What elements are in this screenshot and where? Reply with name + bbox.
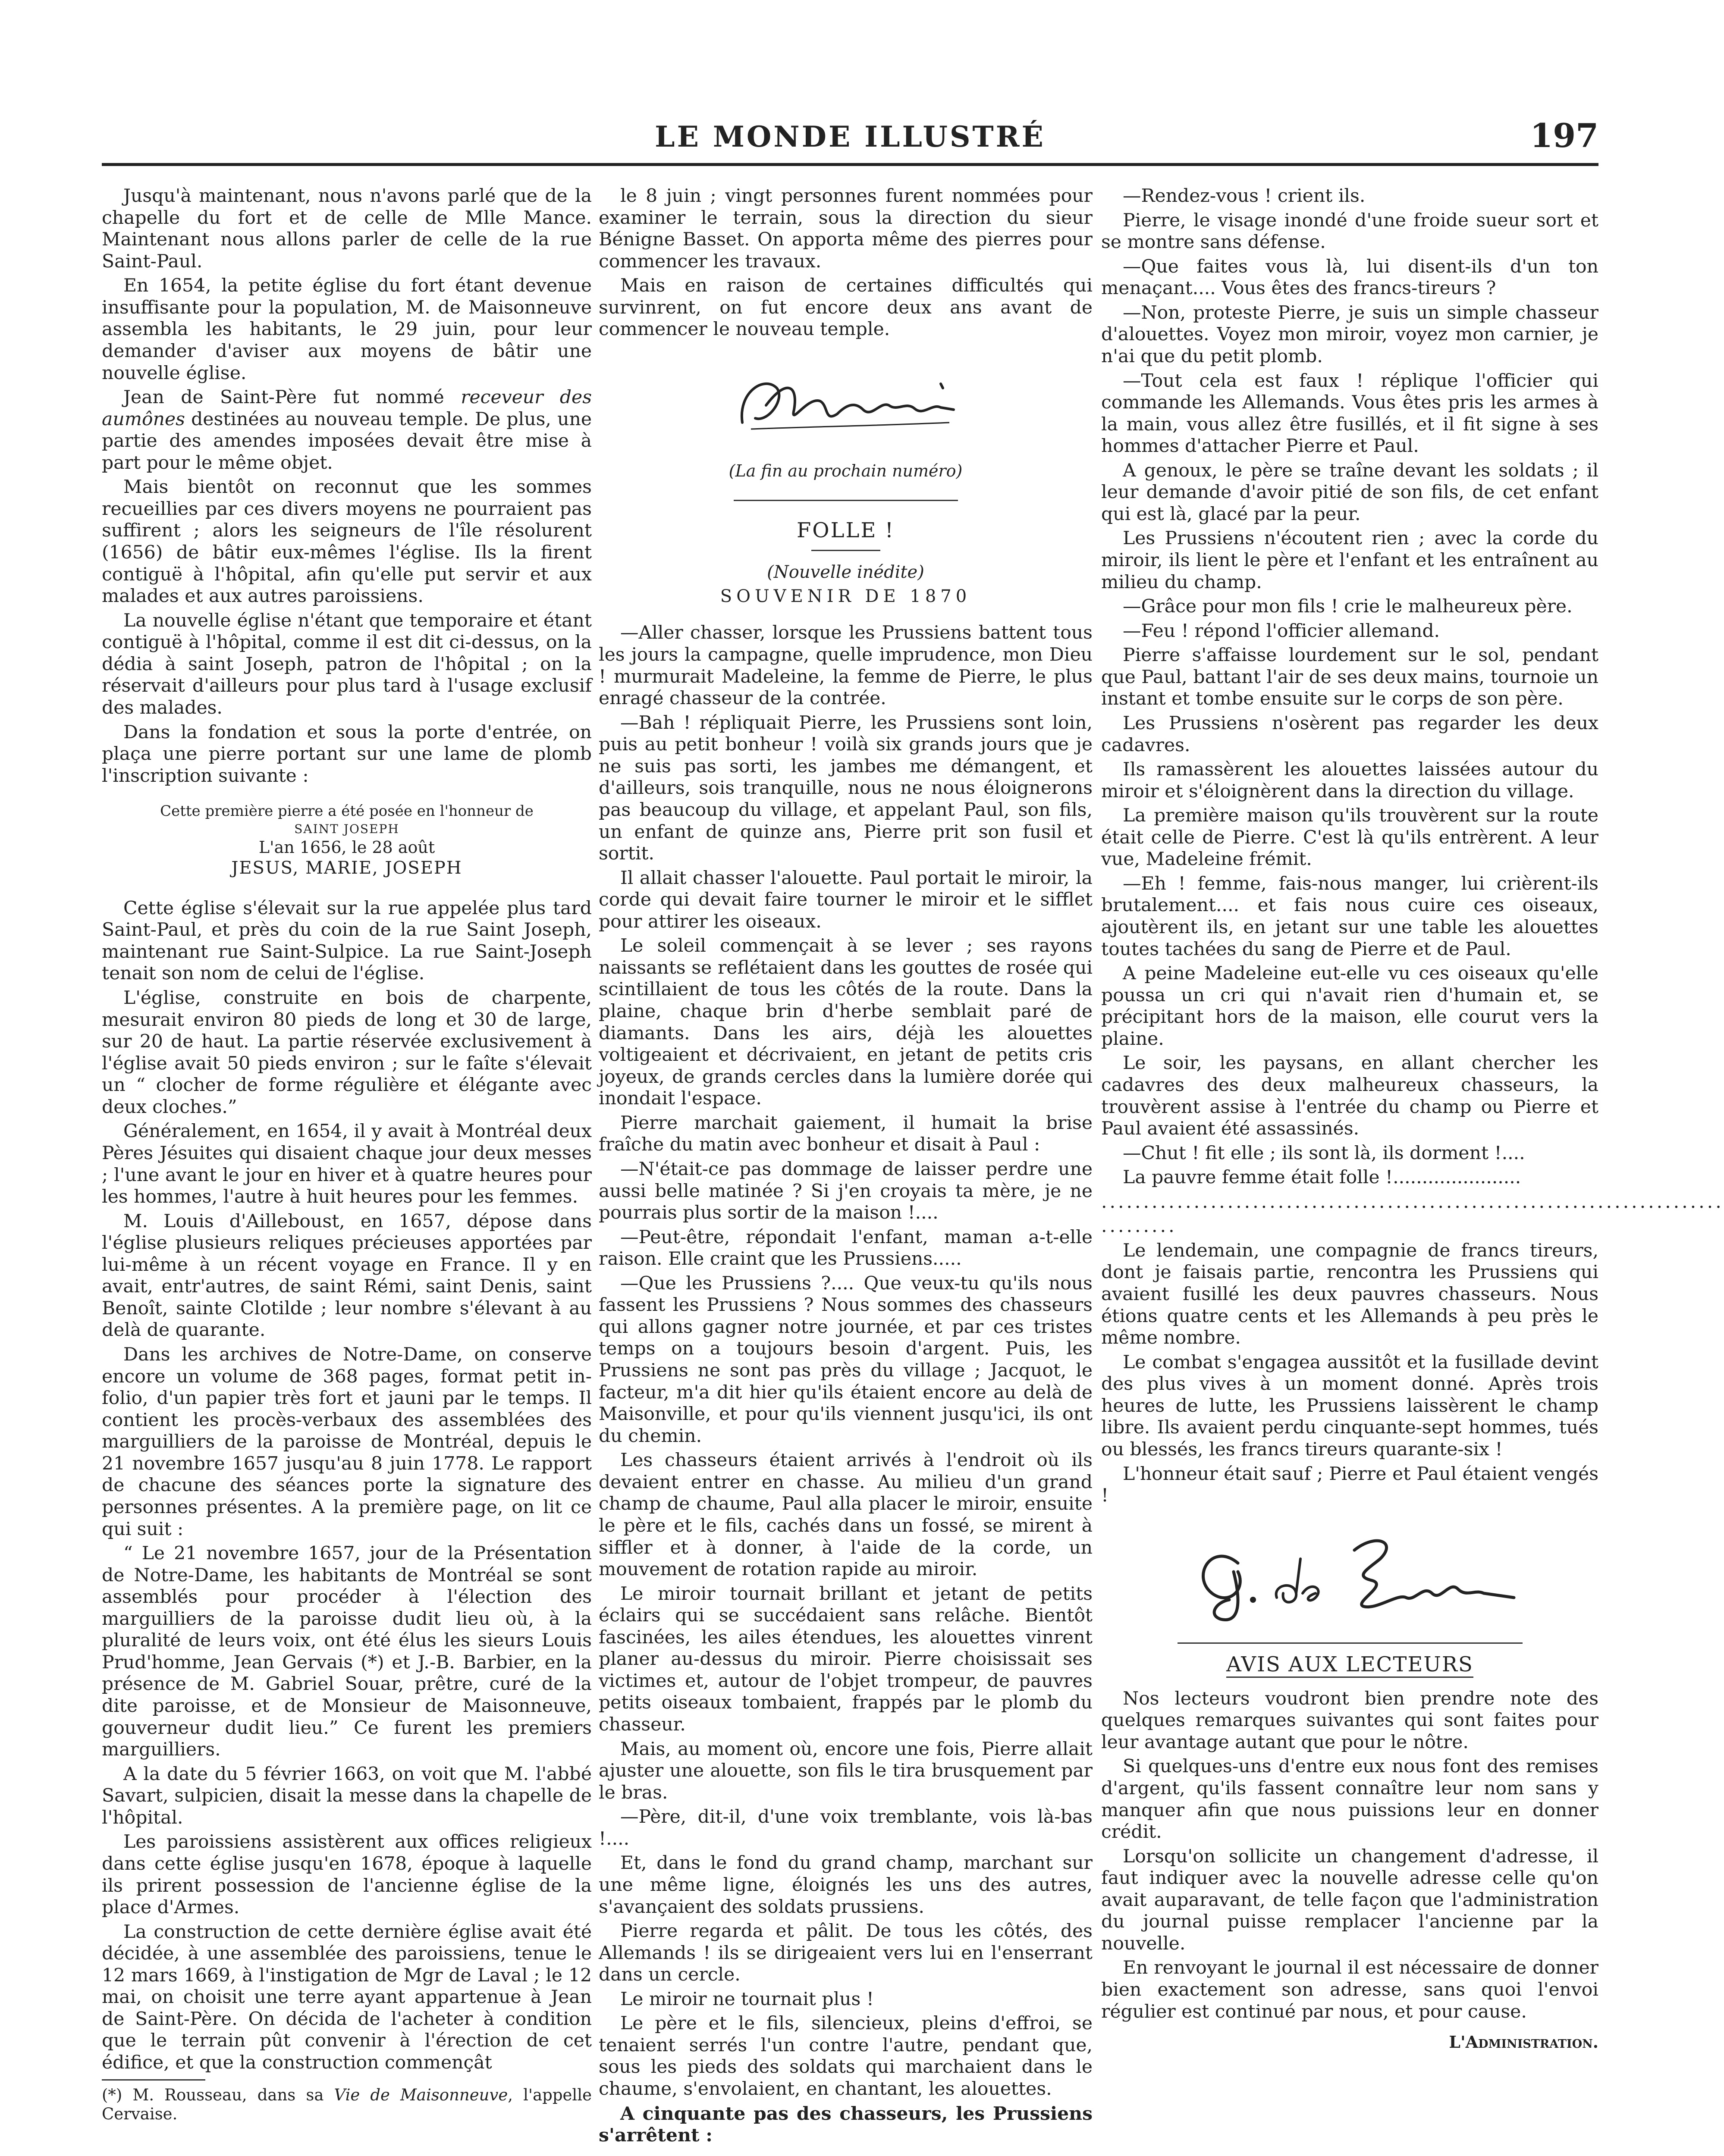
- handwritten-signature: [1173, 1524, 1527, 1628]
- paragraph: A genoux, le père se traîne devant les soldats ; il leur demande d'avoir pitié de son fils, de cet enfant qui est là, glacé par la peur.: [1101, 460, 1598, 525]
- emphasis: receveur des aumônes: [102, 387, 592, 430]
- paragraph: [102, 387, 592, 474]
- paragraph: La pauvre femme était folle !......................: [1123, 1167, 1521, 1188]
- paragraph: Et, dans le fond du grand champ, marchant sur une même ligne, éloignés les uns des autres, s'avançaient des soldats prussiens.: [599, 1852, 1093, 1918]
- footnote: [102, 2086, 592, 2124]
- inscription-line: SAINT JOSEPH: [294, 821, 399, 836]
- paragraph: Il allait chasser l'alouette. Paul portait le miroir, la corde qui devait faire tourner le miroir et le sifflet pour attirer les oiseaux.: [599, 867, 1093, 932]
- paragraph: Les Prussiens n'osèrent pas regarder les deux cadavres.: [1101, 712, 1598, 756]
- paragraph: Le lendemain, une compagnie de francs tireurs, dont je faisais partie, rencontra les Prussiens qui avaient fusillé les deux pauvres chasseurs. Nous étions quatre cents et les Allemands à peu près le même nombre.: [1101, 1240, 1598, 1349]
- masthead: [102, 116, 1598, 155]
- inscription-line: L'an 1656, le 28 août: [258, 837, 435, 857]
- inscription: [102, 802, 592, 879]
- column-3: [1101, 185, 1724, 2156]
- story-title: FOLLE !: [797, 518, 895, 543]
- paragraph: —Aller chasser, lorsque les Prussiens battent tous les jours la campagne, quelle imprudence, mon Dieu ! murmurait Madeleine, la femme de Pierre, le plus enragé chasseur de la contrée.: [599, 622, 1093, 709]
- text-run: , l'appelle Cervaise.: [102, 2085, 592, 2123]
- paragraph: —N'était-ce pas dommage de laisser perdre une aussi belle matinée ? Si j'en croyais ta mère, je ne pourrais plus sortir de la maison !....: [599, 1158, 1093, 1224]
- paragraph: Pierre s'affaisse lourdement sur le sol, pendant que Paul, battant l'air de ses deux mains, tournoie un instant et tombe ensuite sur le corps de son père.: [1101, 645, 1598, 710]
- paragraph: Les paroissiens assistèrent aux offices religieux dans cette église jusqu'en 1678, époque à laquelle ils prirent possession de l'ancienne église de la place d'Armes.: [102, 1831, 592, 1918]
- paragraph: Pierre regarda et pâlit. De tous les côtés, des Allemands ! ils se dirigeaient vers lui en l'enserrant dans un cercle.: [599, 1921, 1093, 1986]
- continuation-note: (La fin au prochain numéro): [729, 461, 963, 480]
- paragraph: Le combat s'engagea aussitôt et la fusillade devint des plus vives à un moment donné. Après trois heures de lutte, les Prussiens laissèrent le champ libre. Ils avaient perdu cinquante-sept hommes, tués ou blessés, les francs tireurs quarante-six !: [1101, 1351, 1598, 1460]
- paragraph: Le soir, les paysans, en allant chercher les cadavres des deux malheureux chasseurs, la trouvèrent assise à l'entrée du champ ou Pierre et Paul avaient été assassinés.: [1101, 1053, 1598, 1140]
- paragraph: —Père, dit-il, d'une voix tremblante, vois là-bas !....: [599, 1806, 1093, 1849]
- page-number: 197: [1530, 116, 1598, 155]
- paragraph: Mais en raison de certaines difficultés qui survinrent, on fut encore deux ans avant de commencer le nouveau temple.: [599, 275, 1093, 340]
- masthead-rule: [102, 163, 1598, 166]
- paragraph: Généralement, en 1654, il y avait à Montréal deux Pères Jésuites qui disaient chaque jour deux messes ; l'une avant le jour en hiver et à quatre heures pour les hommes, l'autre à huit heures pour les femmes.: [102, 1121, 592, 1208]
- paragraph: Si quelques-uns d'entre eux nous font des remises d'argent, qu'ils fassent connaître leur nom sans y manquer afin que nous puissions leur en donner crédit.: [1101, 1756, 1598, 1843]
- paragraph: Le miroir tournait brillant et jetant de petits éclairs qui se succédaient sans relâche. Bientôt fascinées, les ailes étendues, les alouettes vinrent planer au-dessus du miroir. Pierre choisissait ses victimes et, autour de l'objet trompeur, de pauvres petits oiseaux tombaient, frappés par le plomb du chasseur.: [599, 1583, 1093, 1736]
- paragraph: —Tout cela est faux ! réplique l'officier qui commande les Allemands. Vous êtes pris les armes à la main, vous allez être fusillés, et il fit signe à ses hommes d'attacher Pierre et Paul.: [1101, 370, 1598, 457]
- paragraph: Mais, au moment où, encore une fois, Pierre allait ajuster une alouette, son fils le tira brusquement par le bras.: [599, 1738, 1093, 1803]
- paragraph: —Peut-être, répondait l'enfant, maman a-t-elle raison. Elle craint que les Prussiens.....: [599, 1226, 1093, 1270]
- notice-title-text: AVIS AUX LECTEURS: [1226, 1652, 1473, 1678]
- footnote-rule: [102, 2079, 205, 2081]
- paragraph: Le miroir ne tournait plus !: [620, 1988, 874, 2010]
- paragraph: Le père et le fils, silencieux, pleins d'effroi, se tenaient serrés l'un contre l'autre, pendant que, sous les pieds des soldats qui marchaient dans le chaume, s'envolaient, en chantant, les alouettes.: [599, 2013, 1093, 2100]
- handwritten-signature: [725, 358, 967, 448]
- paragraph: Lorsqu'on sollicite un changement d'adresse, il faut indiquer avec la nouvelle adresse celle qu'on avait auparavant, de telle façon que l'administration du journal puisse remplacer l'ancienne par la nouvelle.: [1101, 1846, 1598, 1954]
- paragraph: Jusqu'à maintenant, nous n'avons parlé que de la chapelle du fort et de celle de Mlle Mance. Maintenant nous allons parler de celle de la rue Saint-Paul.: [102, 185, 592, 272]
- inscription-line: JESUS, MARIE, JOSEPH: [231, 858, 462, 878]
- ellipsis-line: .........: [1101, 1216, 1177, 1237]
- paragraph: A peine Madeleine eut-elle vu ces oiseaux qu'elle poussa un cri qui n'avait rien d'humain et, se précipitant hors de la maison, elle courut vers la plaine.: [1101, 963, 1598, 1050]
- paragraph: Cette église s'élevait sur la rue appelée plus tard Saint-Paul, et près du coin de la rue Saint Joseph, maintenant rue Saint-Sulpice. La rue Saint-Joseph tenait son nom de celui de l'église.: [102, 897, 592, 984]
- paragraph: le 8 juin ; vingt personnes furent nommées pour examiner le terrain, sous la direction du sieur Bénigne Basset. On apporta même des pierres pour commencer les travaux.: [599, 185, 1093, 272]
- paragraph: Ils ramassèrent les alouettes laissées autour du miroir et s'éloignèrent dans la direction du village.: [1101, 759, 1598, 802]
- text-run: destinées au nouveau temple. De plus, une partie des amendes imposées devait être mise à part pour le même objet.: [102, 408, 592, 473]
- paragraph: Dans la fondation et sous la porte d'entrée, on plaça une pierre portant sur une lame de plomb l'inscription suivante :: [102, 721, 592, 787]
- paragraph: Pierre, le visage inondé d'une froide sueur sort et se montre sans défense.: [1101, 210, 1598, 253]
- signature-lorde: [1101, 1524, 1598, 1632]
- paragraph: —Non, proteste Pierre, je suis un simple chasseur d'alouettes. Voyez mon miroir, voyez mon carnier, je n'ai que du petit plomb.: [1101, 302, 1598, 367]
- title-divider: [811, 550, 880, 551]
- paragraph: Nos lecteurs voudront bien prendre note des quelques remarques suivantes qui sont faites pour leur avantage autant que pour le nôtre.: [1101, 1688, 1598, 1753]
- paragraph: Les chasseurs étaient arrivés à l'endroit où ils devaient entrer en chasse. Au milieu d'un grand champ de chaume, Paul alla placer le miroir, ensuite le père et le fils, cachés dans un fossé, se mirent à siffler et à donner, à l'aide de la corde, un mouvement de rotation rapide au miroir.: [599, 1450, 1093, 1580]
- administration-signature: L'Administration.: [1449, 2032, 1598, 2052]
- paragraph: “ Le 21 novembre 1657, jour de la Présentation de Notre-Dame, les habitants de Montréal se sont assemblés pour procéder à l'élection des marguilliers de la paroisse dudit lieu où, à la pluralité de leurs voix, ont été élus les sieurs Louis Prud'homme, Jean Gervais (*) et J.-B. Barbier, en la présence de M. Gabriel Souar, prêtre, curé de la dite paroisse, et de Monsieur de Maisonneuve, gouverneur dudit lieu.” Ce furent les premiers marguilliers.: [102, 1543, 592, 1761]
- paragraph: Les Prussiens n'écoutent rien ; avec la corde du miroir, ils lient le père et l'enfant et les entraînent au milieu du champ.: [1101, 528, 1598, 593]
- column-1: [102, 185, 592, 2156]
- paragraph: —Chut ! fit elle ; ils sont là, ils dorment !....: [1123, 1142, 1525, 1164]
- paragraph: —Bah ! répliquait Pierre, les Prussiens sont loin, puis au petit bonheur ! voilà six grands jours que je ne suis pas sorti, les jambes me démangent, et d'ailleurs, sois tranquille, nous ne nous éloignerons pas beaucoup du village, et appelant Paul, son fils, un enfant de quinze ans, Pierre prit son fusil et sortit.: [599, 712, 1093, 865]
- paragraph: L'honneur était sauf ; Pierre et Paul étaient vengés !: [1101, 1463, 1598, 1507]
- paragraph: En renvoyant le journal il est nécessaire de donner bien exactement son adresse, sans quoi l'envoi régulier est continué par nous, et pour cause.: [1101, 1957, 1598, 2022]
- paragraph: En 1654, la petite église du fort étant devenue insuffisante pour la population, M. de Maisonneuve assembla les habitants, le 29 juin, pour leur demander d'aviser aux moyens de bâtir une nouvelle église.: [102, 275, 592, 384]
- emphasis: Vie de Maisonneuve: [334, 2085, 508, 2104]
- text-run: Jean de Saint-Père fut nommé: [123, 387, 461, 408]
- paragraph: La première maison qu'ils trouvèrent sur la route était celle de Pierre. C'est là qu'ils entrèrent. A leur vue, Madeleine frémit.: [1101, 805, 1598, 870]
- paragraph: A la date du 5 février 1663, on voit que M. l'abbé Savart, sulpicien, disait la messe dans la chapelle de l'hôpital.: [102, 1763, 592, 1828]
- section-divider: [734, 500, 958, 501]
- paragraph: —Grâce pour mon fils ! crie le malheureux père.: [1123, 596, 1573, 617]
- paragraph: La nouvelle église n'étant que temporaire et étant contiguë à l'hôpital, comme il est dit ci-dessus, on la dédia à saint Joseph, patron de l'hôpital ; on la réservait d'ailleurs pour plus tard à l'usage exclusif des malades.: [102, 610, 592, 718]
- paragraph: M. Louis d'Ailleboust, en 1657, dépose dans l'église plusieurs reliques précieuses apportées par lui-même à un récent voyage en France. Il y en avait, entr'autres, de saint Rémi, saint Denis, saint Benoît, sainte Clotilde ; leur nombre s'élevant à au delà de quarante.: [102, 1210, 592, 1341]
- paragraph: —Rendez-vous ! crient ils.: [1123, 185, 1366, 207]
- paragraph: —Feu ! répond l'officier allemand.: [1123, 620, 1440, 642]
- notice-title: [1101, 1652, 1598, 1677]
- paragraph: Mais bientôt on reconnut que les sommes recueillies par ces divers moyens ne pourraient pas suffirent ; alors les seigneurs de l'île résolurent (1656) de bâtir eux-mêmes l'église. Ils la firent contiguë à l'hôpital, afin qu'elle put servir et aux malades et aux autres paroissiens.: [102, 476, 592, 607]
- paragraph: Pierre marchait gaiement, il humait la brise fraîche du matin avec bonheur et disait à Paul :: [599, 1112, 1093, 1156]
- section-divider: [1178, 1642, 1523, 1644]
- paragraph: L'église, construite en bois de charpente, mesurait environ 80 pieds de long et 30 de large, sur 20 de haut. La partie réservée exclusivement à l'église avait 50 pieds environ ; sur le faîte s'élevait un “ clocher de forme régulière et élégante avec deux cloches.”: [102, 987, 592, 1118]
- inscription-line: Cette première pierre a été posée en l'honneur de: [160, 802, 534, 820]
- paragraph: La construction de cette dernière église avait été décidée, à une assemblée des paroissiens, tenue le 12 mars 1669, à l'instigation de Mgr de Laval ; le 12 mai, on choisit une terre ayant appartenue à Jean de Saint-Père. On décida de l'acheter à condition que le terrain pût convenir à l'érection de cet édifice, et que la construction commençât: [102, 1921, 592, 2074]
- journal-title: LE MONDE ILLUSTRÉ: [655, 120, 1046, 154]
- story-subtitle-date: SOUVENIR DE 1870: [720, 586, 971, 606]
- text-run: (*) M. Rousseau, dans sa: [102, 2085, 334, 2104]
- column-2: [599, 185, 1093, 2156]
- paragraph: —Eh ! femme, fais-nous manger, lui crièrent-ils brutalement.... et fais nous cuire ces oiseaux, ajoutèrent ils, en jetant sur une table les alouettes toutes tachées du sang de Pierre et de Paul.: [1101, 873, 1598, 960]
- story-subtitle: (Nouvelle inédite): [767, 562, 924, 583]
- signature-dumont: [599, 358, 1093, 453]
- ellipsis-line: ..........................................................................: [1101, 1191, 1724, 1213]
- paragraph: —Que faites vous là, lui disent-ils d'un ton menaçant.... Vous êtes des francs-tireurs ?: [1101, 256, 1598, 299]
- paragraph: Le soleil commençait à se lever ; ses rayons naissants se reflétaient dans les gouttes de rosée qui scintillaient de tous les côtés de la route. Dans la plaine, chaque brin d'herbe semblait paré de diamants. Dans les airs, déjà les alouettes voltigeaient et décrivaient, en jetant de petits cris joyeux, de grands cercles dans la lumière dorée qui inondait l'espace.: [599, 935, 1093, 1109]
- paragraph: —Que les Prussiens ?.... Que veux-tu qu'ils nous fassent les Prussiens ? Nous sommes des chasseurs qui allons gagner notre journée, et par ces tristes temps on a toujours besoin d'argent. Puis, les Prussiens ne sont pas près du village ; Jacquot, le facteur, m'a dit hier qu'ils étaient encore au delà de Maisonville, et pour qu'ils viennent jusqu'ici, ils ont du chemin.: [599, 1272, 1093, 1447]
- paragraph: A cinquante pas des chasseurs, les Prussiens s'arrêtent :: [599, 2103, 1093, 2147]
- paragraph: Dans les archives de Notre-Dame, on conserve encore un volume de 368 pages, format petit in-folio, d'un papier très fort et jauni par le temps. Il contient les procès-verbaux des assemblées des marguilliers de la paroisse de Montréal, depuis le 21 novembre 1657 jusqu'au 8 juin 1778. Le rapport de chacune des séances porte la signature des personnes présentes. A la première page, on lit ce qui suit :: [102, 1344, 592, 1540]
